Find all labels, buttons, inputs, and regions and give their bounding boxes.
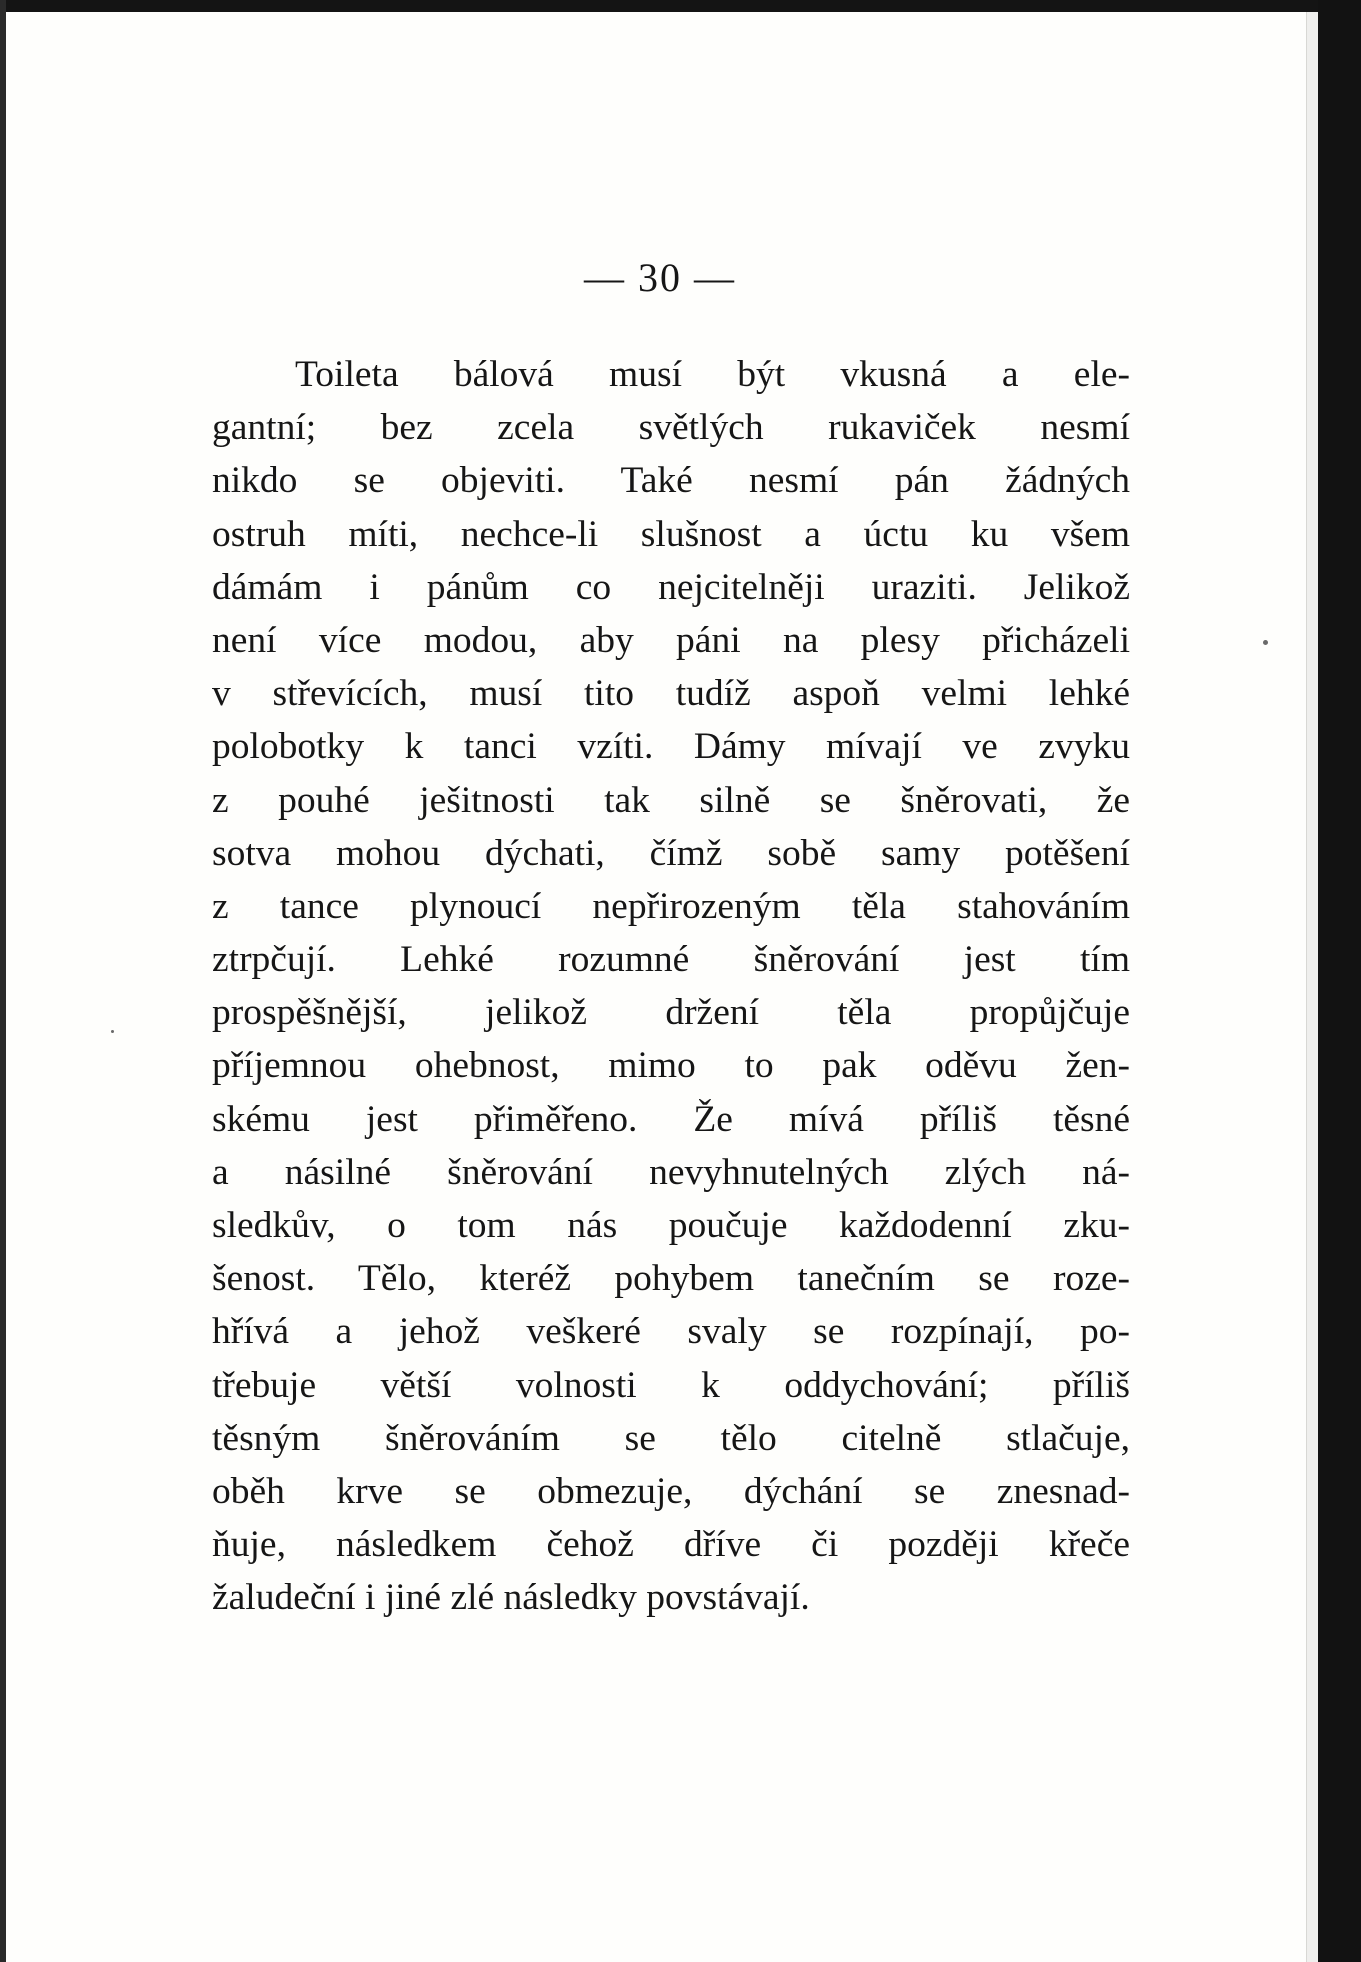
text-line: není více modou, aby páni na plesy přicházeli	[212, 619, 1130, 661]
text-line: prospěšnější, jelikož držení těla propůjčuje	[212, 992, 1130, 1034]
text-line: oběh krve se obmezuje, dýchání se znesnad-	[212, 1470, 1130, 1512]
text-line: dámám i pánům co nejcitelněji uraziti. Jelikož	[212, 566, 1130, 608]
text-line: ztrpčují. Lehké rozumné šněrování jest tím	[212, 939, 1130, 981]
text-line: z tance plynoucí nepřirozeným těla stahováním	[212, 885, 1130, 927]
text-line: ňuje, následkem čehož dříve či později křeče	[212, 1524, 1130, 1566]
text-line: v střevících, musí tito tudíž aspoň velmi lehké	[212, 673, 1130, 715]
text-line: šenost. Tělo, kteréž pohybem tanečním se roze-	[212, 1258, 1130, 1300]
text-line: třebuje větší volnosti k oddychování; příliš	[212, 1364, 1130, 1406]
page-number: — 30 —	[584, 255, 736, 300]
scan-border-top	[0, 0, 1361, 12]
text-line: ostruh míti, nechce-li slušnost a úctu ku všem	[212, 513, 1130, 555]
text-line: žaludeční i jiné zlé následky povstávají.	[212, 1577, 810, 1619]
text-line: hřívá a jehož veškeré svaly se rozpínají, po-	[212, 1311, 1130, 1353]
scan-border-right	[1318, 0, 1361, 1962]
scan-speck	[1263, 640, 1268, 645]
text-line: sotva mohou dýchati, čímž sobě samy potěšení	[212, 832, 1130, 874]
text-line: Toileta bálová musí být vkusná a ele-	[295, 354, 1130, 395]
scan-speck	[111, 1030, 114, 1033]
text-line: skému jest přiměřeno. Že mívá příliš těsné	[212, 1098, 1130, 1140]
body-text	[212, 348, 1130, 1625]
text-line: sledkův, o tom nás poučuje každodenní zku-	[212, 1205, 1130, 1246]
text-line: příjemnou ohebnost, mimo to pak oděvu žen-	[212, 1045, 1130, 1087]
text-line: těsným šněrováním se tělo citelně stlačuje,	[212, 1417, 1130, 1459]
text-line: a násilné šněrování nevyhnutelných zlých ná-	[212, 1151, 1130, 1193]
text-line: nikdo se objeviti. Také nesmí pán žádných	[212, 460, 1130, 502]
text-line: gantní; bez zcela světlých rukaviček nesmí	[212, 407, 1130, 449]
text-line: z pouhé ješitnosti tak silně se šněrovati, že	[212, 779, 1130, 821]
text-line: polobotky k tanci vzíti. Dámy mívají ve zvyku	[212, 726, 1130, 768]
